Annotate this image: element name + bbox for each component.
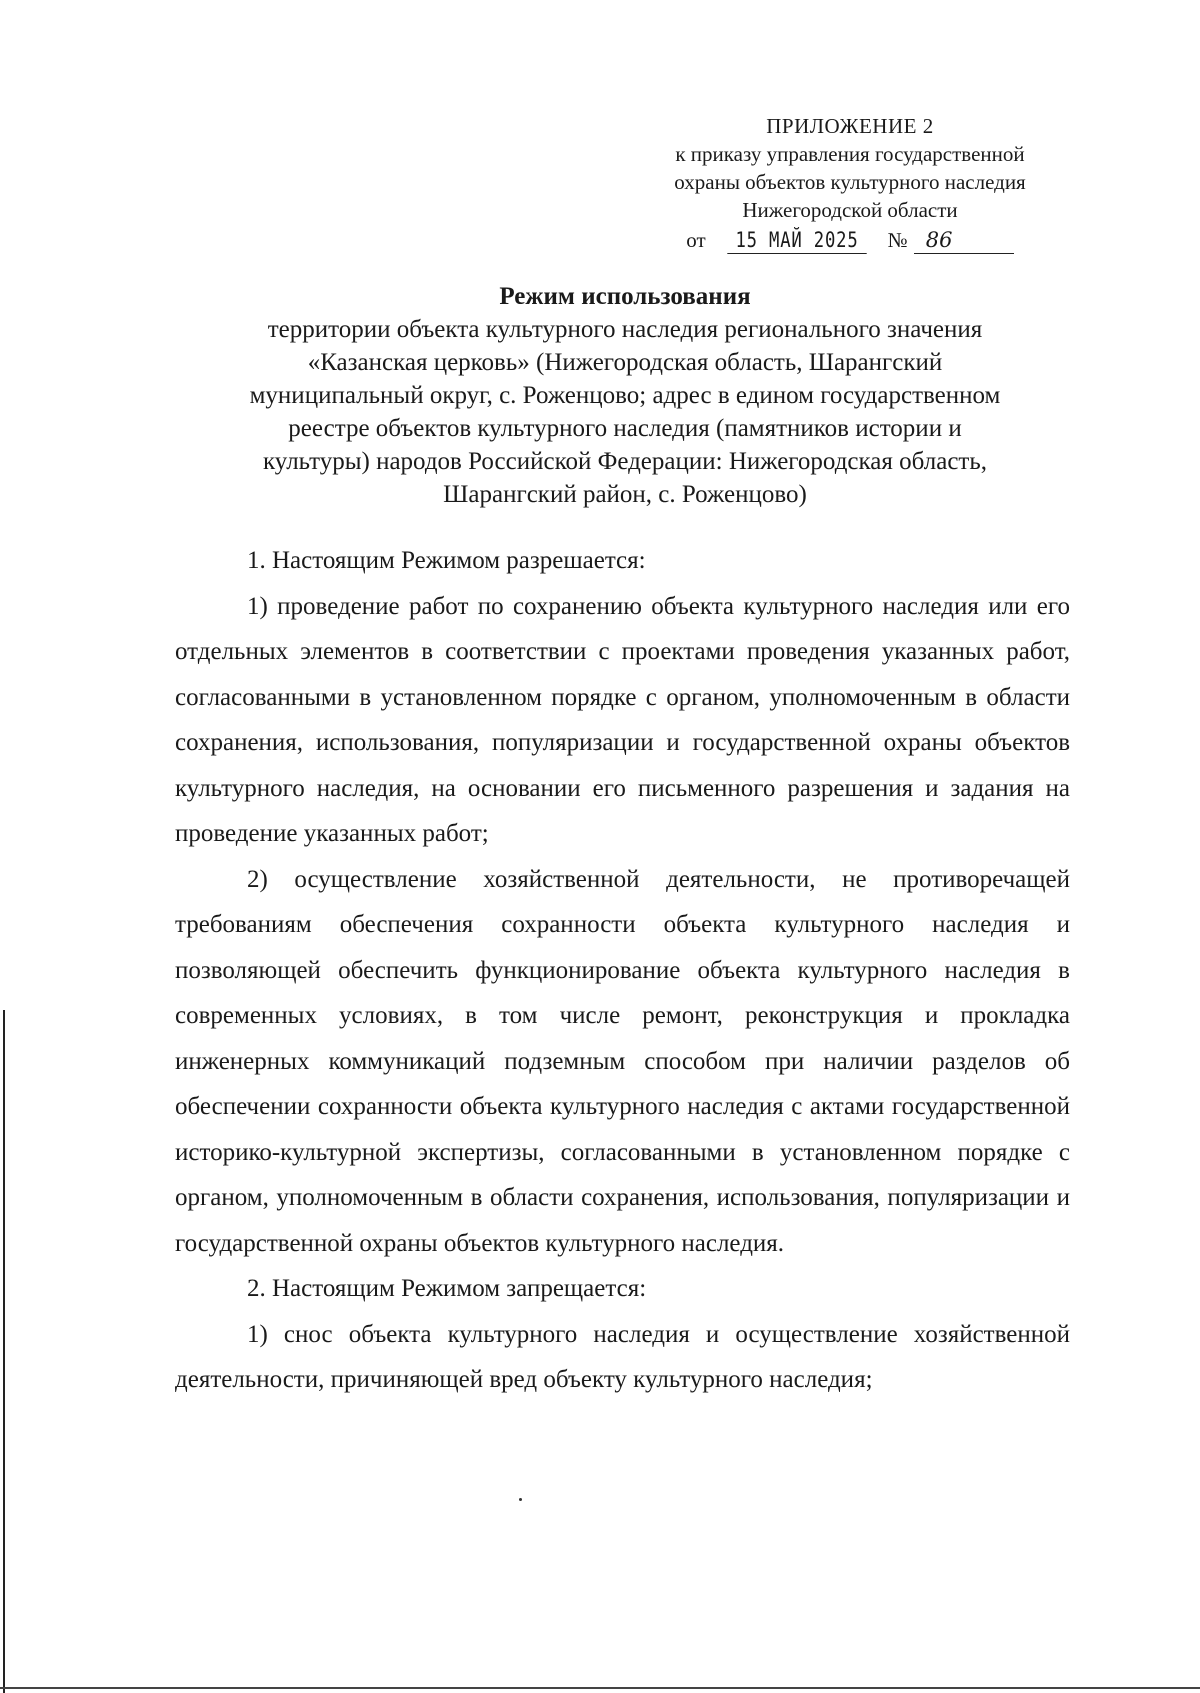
- section-2-item-1: 1) снос объекта культурного наследия и осуществление хозяйственной деятельности, причиняющей вред объекту культурного наследия;: [175, 1320, 1070, 1393]
- title-line-3: муниципальный округ, с. Роженцово; адрес в едином государственном: [249, 382, 1001, 409]
- order-number-handwritten: 86: [914, 227, 1014, 254]
- section-1-item-2: 2) осуществление хозяйственной деятельности, не противоречащей требованиям обеспечения сохранности объекта культурного наследия и позволяющей обеспечить функционирование объекта культурного наследия в современных условиях, в том числе ремонт, реконструкция и прокладка инженерных коммуникаций подземным способом при наличии разделов об обеспечении сохранности объекта культурного наследия с актами государственной историко-культурной экспертизы, согласованными в установленном порядке с органом, уполномоченным в области сохранения, использования, популяризации и государственной охраны объектов культурного наследия.: [175, 865, 1070, 1257]
- scan-edge-line-bottom: [0, 1687, 1200, 1689]
- document-title: Режим использования: [499, 283, 751, 310]
- title-line-6: Шарангский район, с. Роженцово): [443, 481, 807, 508]
- order-from-label: от: [686, 228, 706, 252]
- appendix-header: [630, 112, 1070, 254]
- section-2-heading: 2. Настоящим Режимом запрещается:: [247, 1275, 647, 1302]
- document-body: [175, 538, 1070, 1403]
- title-line-2: «Казанская церковь» (Нижегородская область, Шарангский: [307, 349, 943, 376]
- title-line-5: культуры) народов Российской Федерации: Нижегородская область,: [263, 448, 987, 475]
- scan-speck: [519, 1498, 522, 1501]
- appendix-line-2: к приказу управления государственной: [675, 142, 1025, 166]
- appendix-title: ПРИЛОЖЕНИЕ 2: [766, 114, 934, 138]
- appendix-line-4: Нижегородской области: [742, 198, 958, 222]
- order-number-label: №: [887, 228, 908, 252]
- title-line-4: реестре объектов культурного наследия (памятников истории и: [288, 415, 962, 442]
- scan-edge-line-left: [3, 1010, 5, 1693]
- section-1-item-1: 1) проведение работ по сохранению объекта культурного наследия или его отдельных элементов в соответствии с проектами проведения указанных работ, согласованными в установленном порядке с органом, уполномоченным в области сохранения, использования, популяризации и государственной охраны объектов культурного наследия, на основании его письменного разрешения и задания на проведение указанных работ;: [175, 592, 1070, 847]
- title-line-1: территории объекта культурного наследия регионального значения: [267, 316, 983, 343]
- document-title-block: [175, 280, 1075, 511]
- order-reference: [630, 226, 1070, 254]
- appendix-line-3: охраны объектов культурного наследия: [674, 170, 1026, 194]
- order-date-stamp: 15 МАЙ 2025: [727, 227, 866, 254]
- section-1-heading: 1. Настоящим Режимом разрешается:: [247, 547, 646, 574]
